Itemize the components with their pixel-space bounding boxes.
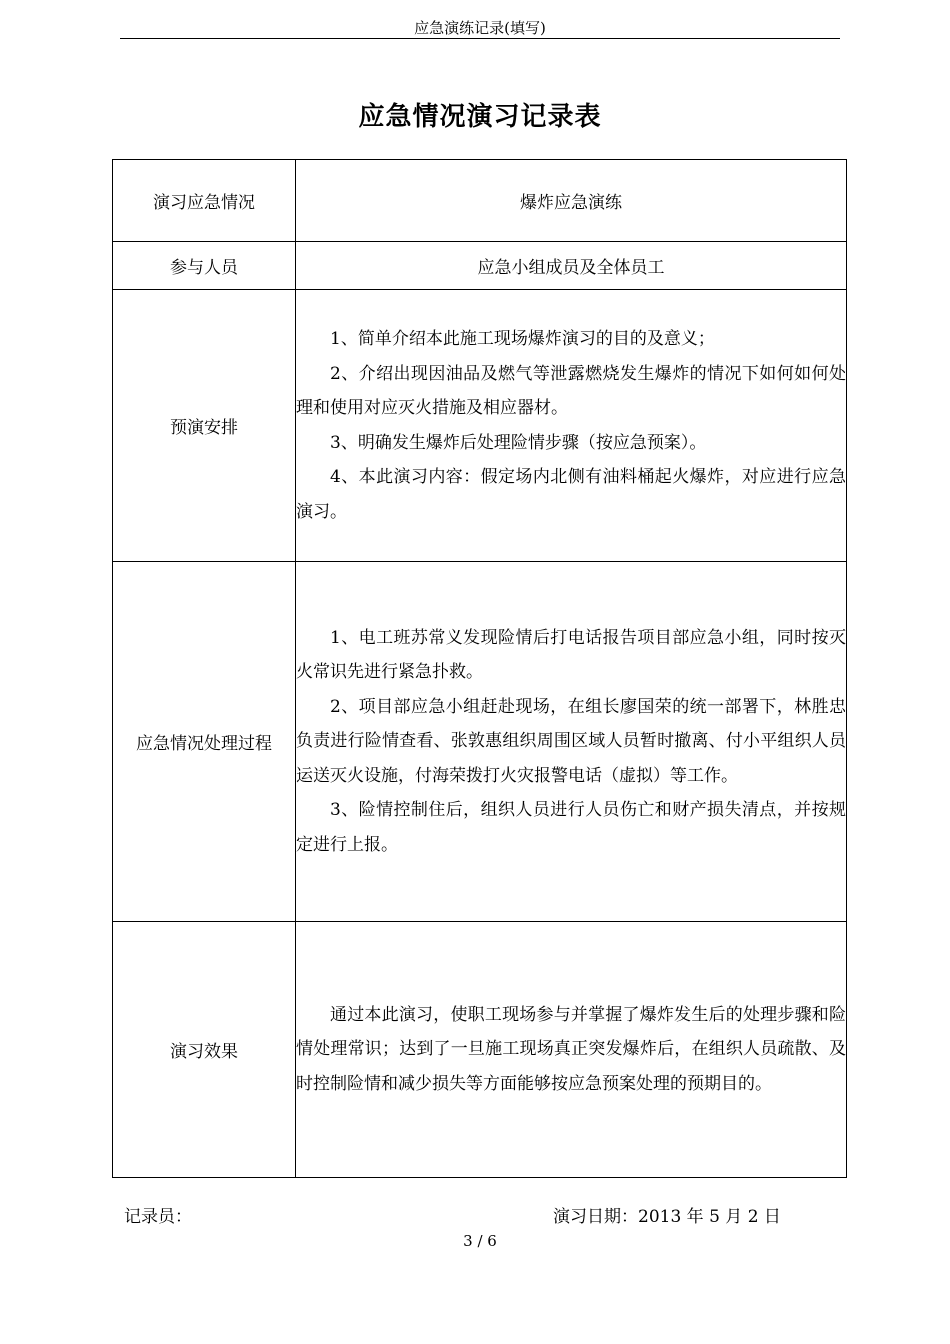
document-title: 应急情况演习记录表 xyxy=(358,102,602,132)
drill-record-table xyxy=(112,159,847,1178)
paragraph: 3、险情控制住后，组织人员进行人员伤亡和财产损失清点，并按规定进行上报。 xyxy=(296,800,846,855)
header-divider xyxy=(120,38,840,39)
paragraph: 1、电工班苏常义发现险情后打电话报告项目部应急小组，同时按灭火常识先进行紧急扑救。 xyxy=(296,627,846,683)
row-value: 应急小组成员及全体员工 xyxy=(296,242,847,290)
drill-date: 演习日期：2013 年 5 月 2 日 xyxy=(553,1207,781,1227)
row-label: 预演安排 xyxy=(113,290,296,562)
row-label: 参与人员 xyxy=(113,242,296,290)
paragraph: 3、明确发生爆炸后处理险情步骤（按应急预案）。 xyxy=(330,432,707,453)
table-row-rehearsal-plan xyxy=(113,290,847,562)
recorder-label: 记录员： xyxy=(124,1207,192,1227)
table-row-handling-process xyxy=(113,562,847,922)
paragraph: 通过本此演习，使职工现场参与并掌握了爆炸发生后的处理步骤和险情处理常识；达到了一旦施工现场真正突发爆炸后，在组织人员疏散、及时控制险情和减少损失等方面能够按应急预案处理的预期目的。 xyxy=(296,1004,846,1094)
paragraph: 2、介绍出现因油品及燃气等泄露燃烧发生爆炸的情况下如何如何处理和使用对应灭火措施及相应器材。 xyxy=(296,363,846,418)
row-value xyxy=(296,290,847,562)
row-value xyxy=(296,562,847,922)
table-row-drill-type xyxy=(113,160,847,242)
row-value xyxy=(296,922,847,1178)
table-row-drill-effect xyxy=(113,922,847,1178)
paragraph: 4、本此演习内容：假定场内北侧有油料桶起火爆炸，对应进行应急演习。 xyxy=(296,467,846,522)
row-value: 爆炸应急演练 xyxy=(296,160,847,242)
row-label: 应急情况处理过程 xyxy=(113,562,296,922)
row-label: 演习效果 xyxy=(113,922,296,1178)
paragraph: 2、项目部应急小组赶赴现场，在组长廖国荣的统一部署下，林胜忠负责进行险情查看、张敦惠组织周围区域人员暂时撤离、付小平组织人员运送灭火设施，付海荣拨打火灾报警电话（虚拟）等工作。 xyxy=(296,696,846,786)
row-label: 演习应急情况 xyxy=(113,160,296,242)
paragraph: 1、简单介绍本此施工现场爆炸演习的目的及意义； xyxy=(330,329,715,349)
running-header: 应急演练记录(填写) xyxy=(414,19,546,37)
table-row-participants xyxy=(113,242,847,290)
page-number: 3 / 6 xyxy=(463,1232,497,1250)
